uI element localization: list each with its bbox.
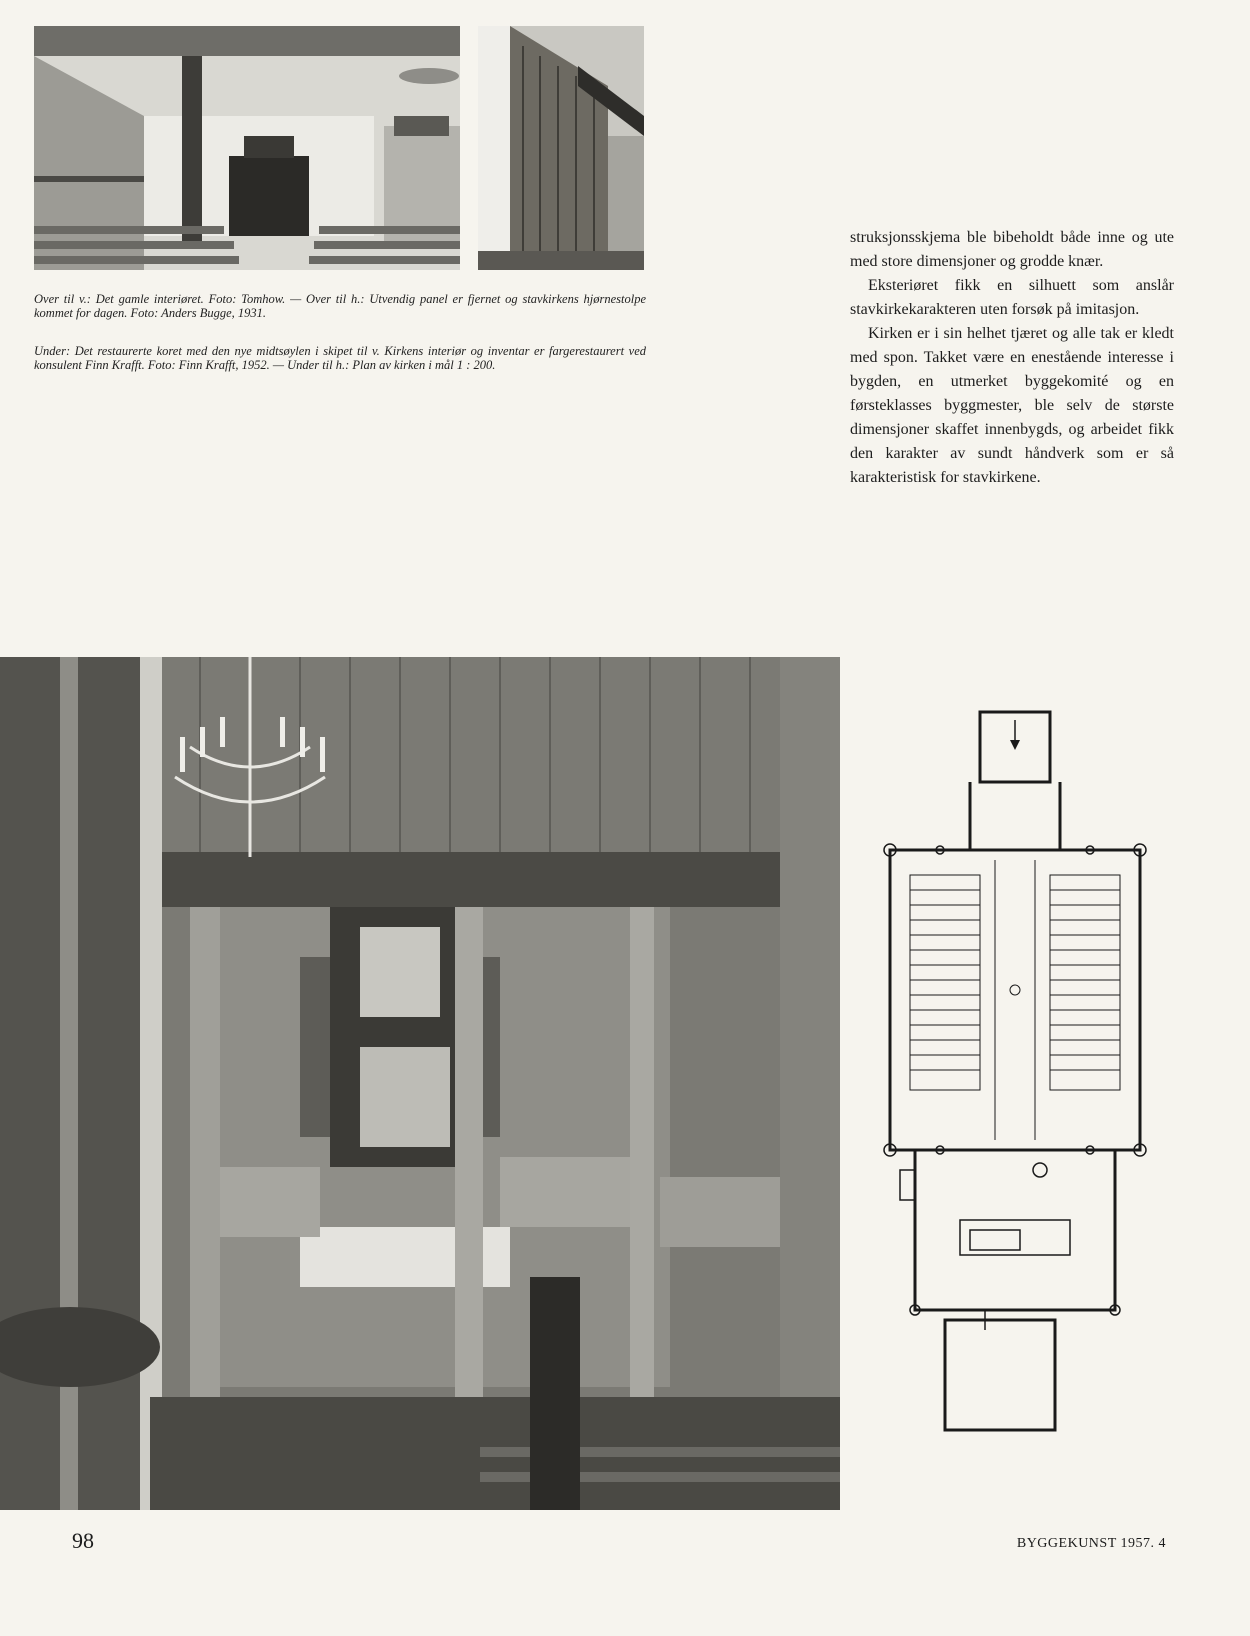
running-head: BYGGEKUNST 1957. 4 xyxy=(1016,1536,1166,1551)
caption-top-photos xyxy=(34,292,646,320)
paragraph-3: Kirken er i sin helhet tjæret og alle tak er kledt med spon. Takket være en enestående interesse i bygden, en utmerket byggekomité og en førsteklasses byggmester, ble selv de største dimensjoner skaffet innenbygds, og arbeidet fikk den karakter av sundt håndverk som er så karakteristisk for stavkirkene. xyxy=(850,325,1174,486)
caption-bottom-photos xyxy=(34,344,646,372)
caption-top-text: Over til v.: Det gamle interiøret. Foto: Tomhow. — Over til h.: Utvendig panel er fjernet og stavkirkens hjørnestolpe kommet for dagen. Foto: Anders Bugge, 1931. xyxy=(34,292,646,320)
photo-corner-post xyxy=(478,26,644,270)
paragraph-2: Eksteriøret fikk en silhuett som anslår stavkirkekarakteren uten forsøk på imitasjon. xyxy=(850,277,1174,318)
article-text xyxy=(850,226,1174,490)
page-number: 98 xyxy=(72,1528,94,1553)
photo-old-interior xyxy=(34,26,460,270)
caption-bottom-text: Under: Det restaurerte koret med den nye midtsøylen i skipet til v. Kirkens interiør og inventar er fargerestaurert ved konsulent Finn Krafft. Foto: Finn Krafft, 1952. — Under til h.: Plan av kirken i mål 1 : 200. xyxy=(34,344,646,372)
paragraph-1: struksjonsskjema ble bibeholdt både inne og ute med store dimensjoner og grodde knær. xyxy=(850,229,1174,270)
photo-restored-choir xyxy=(0,657,840,1510)
church-floor-plan xyxy=(870,700,1150,1580)
